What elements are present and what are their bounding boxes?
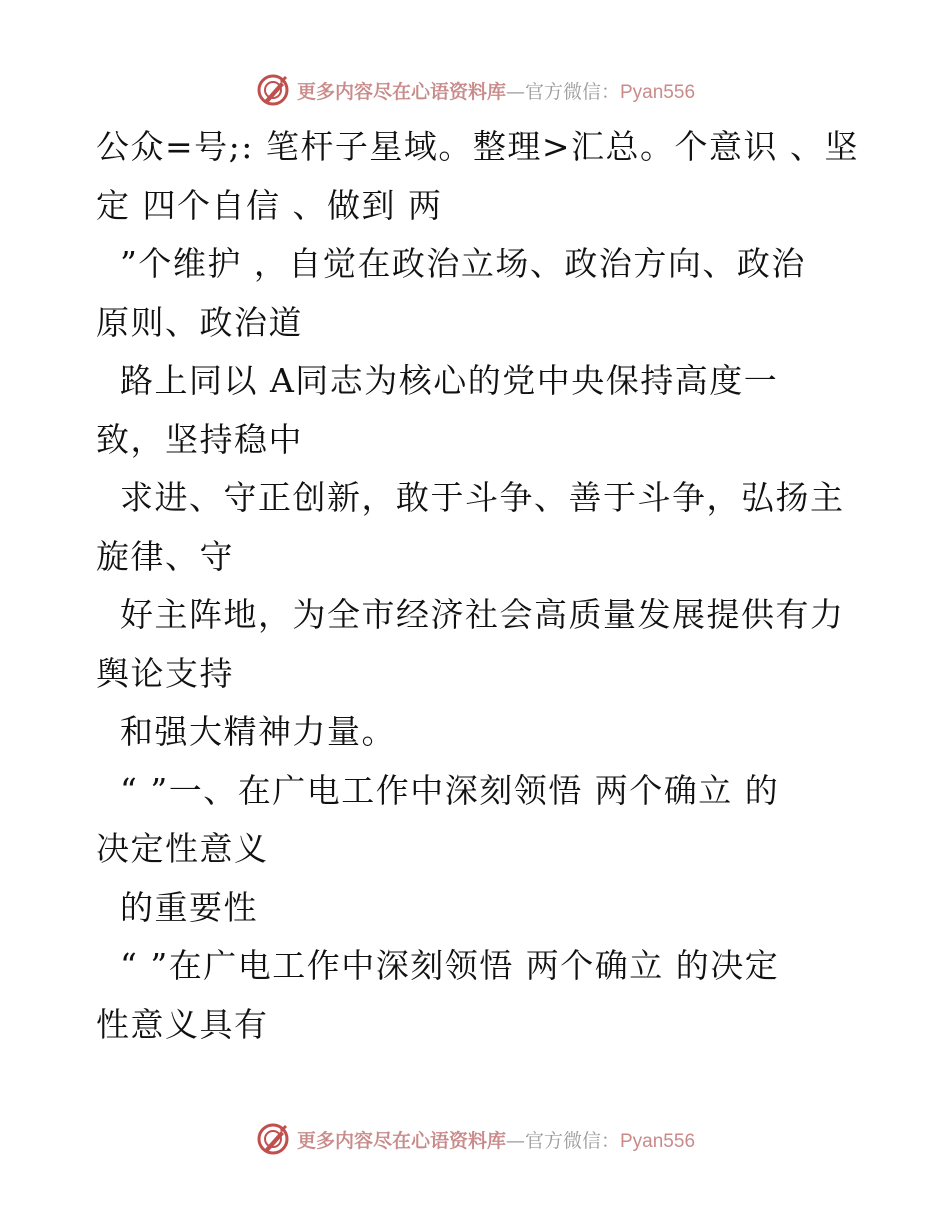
watermark-text [297, 1126, 695, 1153]
text-line: 路上同以 A同志为核心的党中央保持高度一 [96, 361, 779, 400]
watermark-wechat-id: Pyan556 [620, 81, 696, 103]
text-line: 公众=号;: 笔杆子星域。整理>汇总。个意识 、坚 [96, 127, 860, 166]
text-line: 求进、守正创新，敢于斗争、善于斗争，弘扬主 [96, 478, 845, 517]
text-line: “ ”一、在广电工作中深刻领悟 两个确立 的 [96, 770, 780, 810]
header-watermark [0, 70, 950, 110]
text-line: 的重要性 [96, 887, 258, 927]
text-line: “ ”在广电工作中深刻领悟 两个确立 的决定 [96, 946, 780, 985]
document-body [96, 118, 866, 1054]
text-line: 好主阵地，为全市经济社会高质量发展提供有力 [96, 595, 845, 634]
pen-logo-icon [255, 1121, 291, 1157]
watermark-main-text: 更多内容尽在心语资料库 [296, 80, 506, 103]
text-line: 定 四个自信 、做到 两 [96, 185, 443, 225]
watermark-main-text: 更多内容尽在心语资料库 [296, 1129, 506, 1152]
text-line: 和强大精神力量。 [96, 712, 396, 751]
text-line: ”个维护 ，自觉在政治立场、政治方向、政治 [96, 244, 806, 283]
text-line: 性意义具有 [96, 1004, 269, 1044]
watermark-wechat-id: Pyan556 [620, 1130, 696, 1152]
text-line: 致，坚持稳中 [96, 419, 303, 459]
watermark-separator: —官方微信： [505, 1129, 620, 1152]
pen-logo-icon [255, 72, 291, 108]
watermark-text [297, 77, 695, 104]
text-line: 原则、政治道 [96, 302, 303, 342]
footer-watermark [0, 1119, 950, 1159]
watermark-separator: —官方微信： [505, 80, 620, 103]
text-line: 旋律、守 [96, 536, 234, 576]
text-line: 舆论支持 [96, 653, 234, 693]
text-line: 决定性意义 [96, 829, 269, 868]
